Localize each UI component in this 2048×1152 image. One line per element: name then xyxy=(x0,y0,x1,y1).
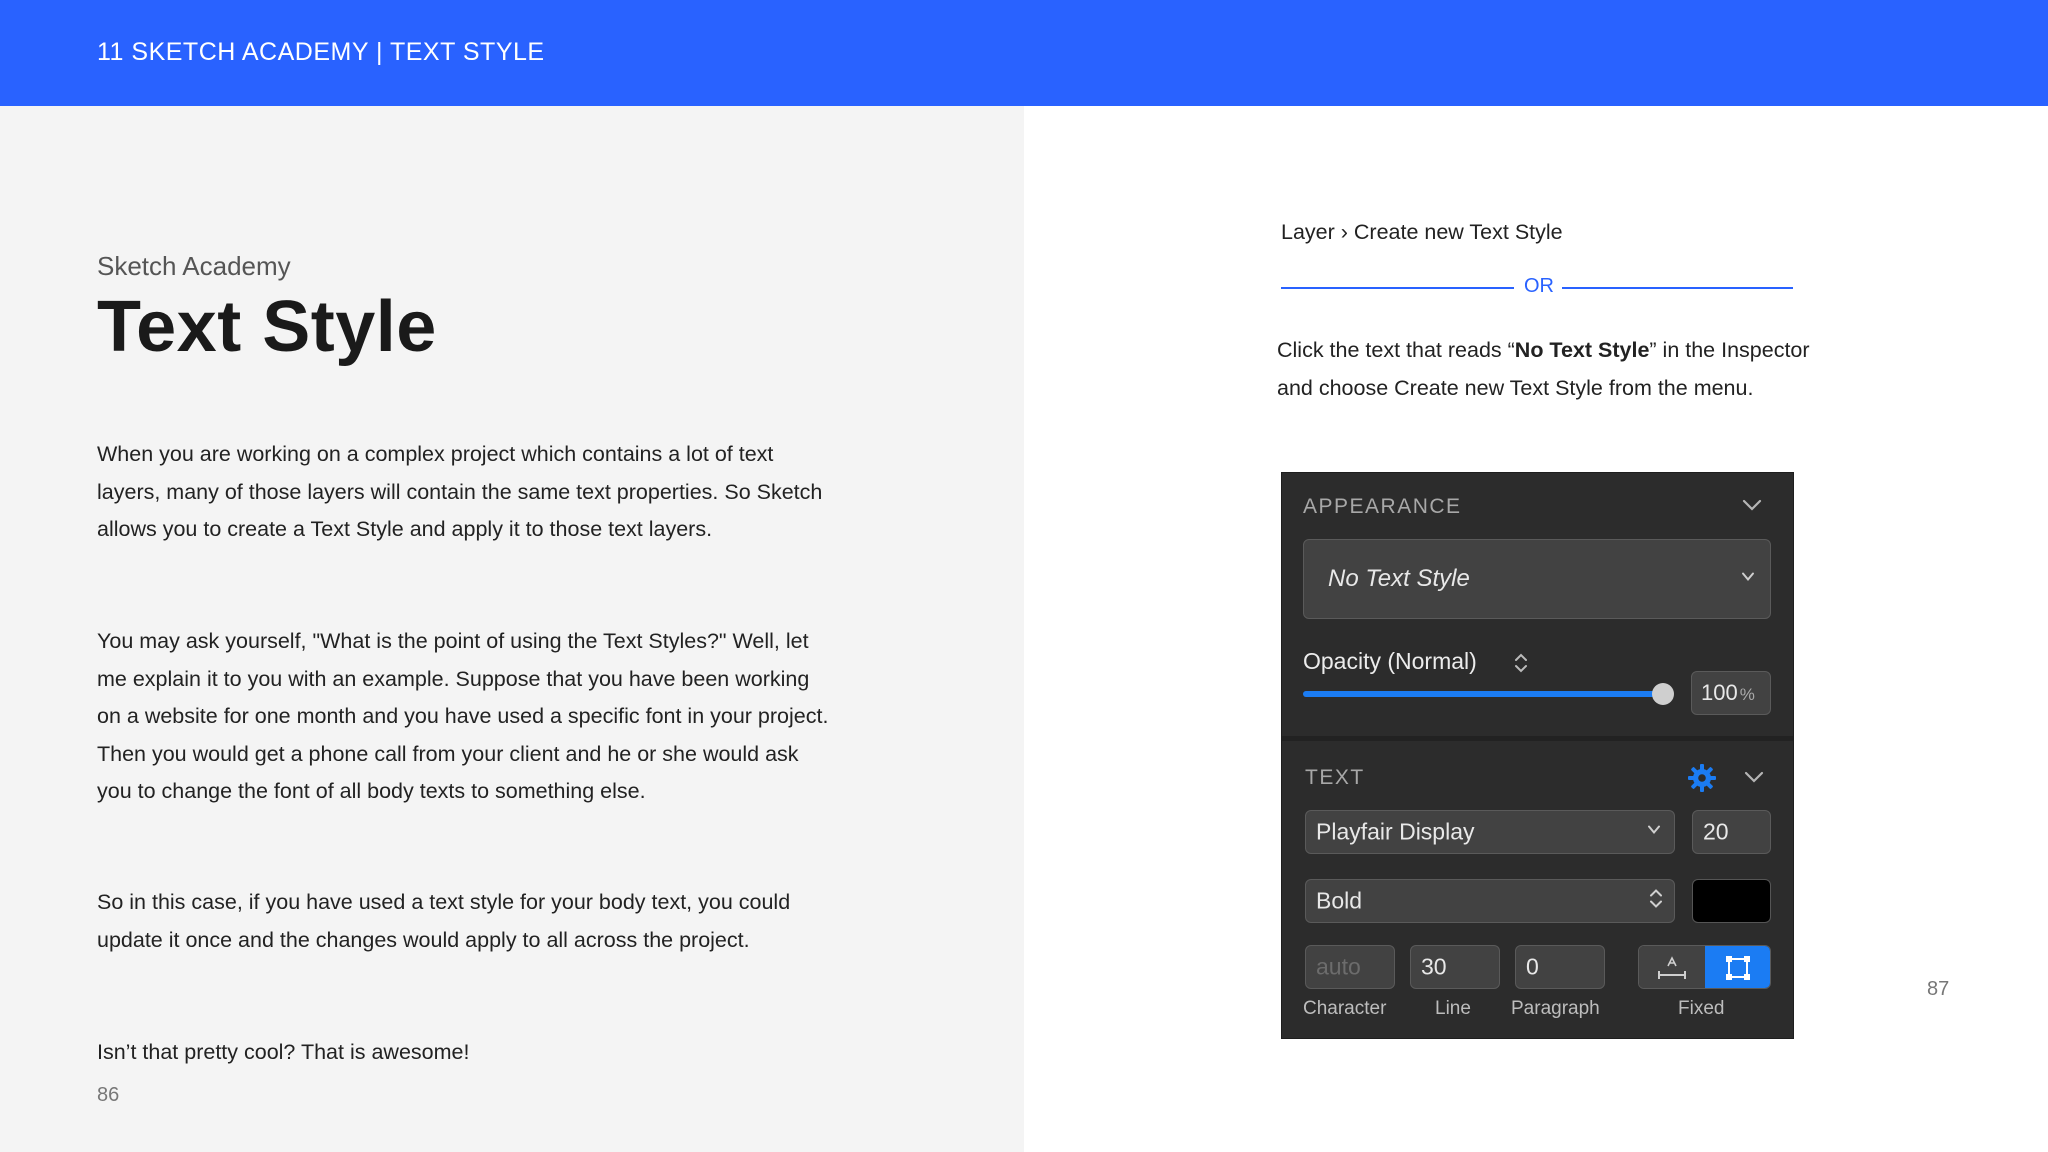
left-page xyxy=(0,106,1024,1152)
opacity-value: 100 xyxy=(1701,680,1738,705)
gear-icon[interactable] xyxy=(1687,763,1717,798)
opacity-unit: % xyxy=(1739,685,1755,704)
instruction-bold: No Text Style xyxy=(1514,338,1650,362)
line-height-input[interactable] xyxy=(1410,945,1500,989)
page-number-right: 87 xyxy=(1927,978,1950,1000)
or-line-right xyxy=(1562,287,1793,289)
instruction-before: Click the text that reads “ xyxy=(1277,338,1515,362)
font-family-value: Playfair Display xyxy=(1316,818,1475,845)
line-height-value: 30 xyxy=(1421,953,1447,980)
text-color-swatch[interactable] xyxy=(1692,879,1771,923)
text-style-value: No Text Style xyxy=(1328,565,1470,592)
font-weight-dropdown[interactable] xyxy=(1305,879,1675,923)
paragraph-4: Isn’t that pretty cool? That is awesome! xyxy=(97,1040,470,1064)
or-divider xyxy=(1281,273,1793,303)
paragraph-spacing-input[interactable] xyxy=(1515,945,1605,989)
chevron-down-icon xyxy=(1646,822,1662,843)
opacity-slider[interactable] xyxy=(1303,691,1663,697)
fixed-label: Fixed xyxy=(1678,998,1725,1019)
text-sizing-toggle xyxy=(1638,945,1771,989)
font-family-dropdown[interactable] xyxy=(1305,810,1675,854)
fixed-size-button[interactable] xyxy=(1705,946,1771,989)
auto-width-icon xyxy=(1656,954,1688,982)
paragraph-spacing-value: 0 xyxy=(1526,953,1539,980)
paragraph-1: When you are working on a complex project which contains a lot of text layers, many of those layers will contain the same text properties. So Sketch allows you to create a Text Style and apply it to those text layers. xyxy=(97,442,823,541)
font-size-input[interactable] xyxy=(1692,810,1771,854)
character-label: Character xyxy=(1303,998,1387,1019)
instruction-text xyxy=(1277,332,1817,407)
character-spacing-input[interactable] xyxy=(1305,945,1395,989)
or-label: OR xyxy=(1524,275,1554,297)
top-bar xyxy=(0,0,2048,106)
inspector-panel xyxy=(1281,472,1794,1039)
paragraph-3: So in this case, if you have used a text style for your body text, you could update it once and the changes would apply to all across the project. xyxy=(97,890,791,952)
up-down-arrows-icon[interactable] xyxy=(1513,651,1529,680)
up-down-arrows-icon xyxy=(1648,887,1664,916)
chevron-down-icon[interactable] xyxy=(1740,493,1764,517)
line-label: Line xyxy=(1435,998,1471,1019)
paragraph-label: Paragraph xyxy=(1511,998,1600,1019)
chevron-down-icon xyxy=(1740,569,1756,590)
page-heading: Text Style xyxy=(97,287,437,367)
opacity-label: Opacity (Normal) xyxy=(1303,648,1477,674)
text-style-dropdown[interactable] xyxy=(1303,539,1771,619)
instruction-after: ” in the Inspector and choose Create new Text Style from the menu. xyxy=(1277,338,1810,400)
font-weight-value: Bold xyxy=(1316,887,1363,914)
or-line-left xyxy=(1281,287,1514,289)
chevron-down-icon[interactable] xyxy=(1742,765,1766,789)
text-section-label: TEXT xyxy=(1305,766,1365,789)
auto-width-button[interactable] xyxy=(1639,946,1705,989)
page-number-left: 86 xyxy=(97,1084,120,1106)
character-spacing-placeholder: auto xyxy=(1316,953,1361,980)
book-kicker: Sketch Academy xyxy=(97,251,291,281)
appearance-section-label: APPEARANCE xyxy=(1303,495,1462,518)
menu-path: Layer › Create new Text Style xyxy=(1281,220,1563,244)
section-divider xyxy=(1282,736,1794,741)
paragraph-2: You may ask yourself, "What is the point of using the Text Styles?" Well, let me explain it to you with an example. Suppose that you have been working on a website for one month and you have used a specific font in your project. Then you would get a phone call from your client and he or she would ask you to change the font of all body texts to something else. xyxy=(97,629,829,803)
font-size-value: 20 xyxy=(1703,818,1729,845)
opacity-input[interactable] xyxy=(1691,671,1771,715)
fixed-size-icon xyxy=(1723,953,1753,983)
opacity-slider-fill xyxy=(1303,691,1663,697)
opacity-slider-handle[interactable] xyxy=(1652,683,1674,705)
chapter-title: 11 SKETCH ACADEMY | TEXT STYLE xyxy=(97,38,545,66)
